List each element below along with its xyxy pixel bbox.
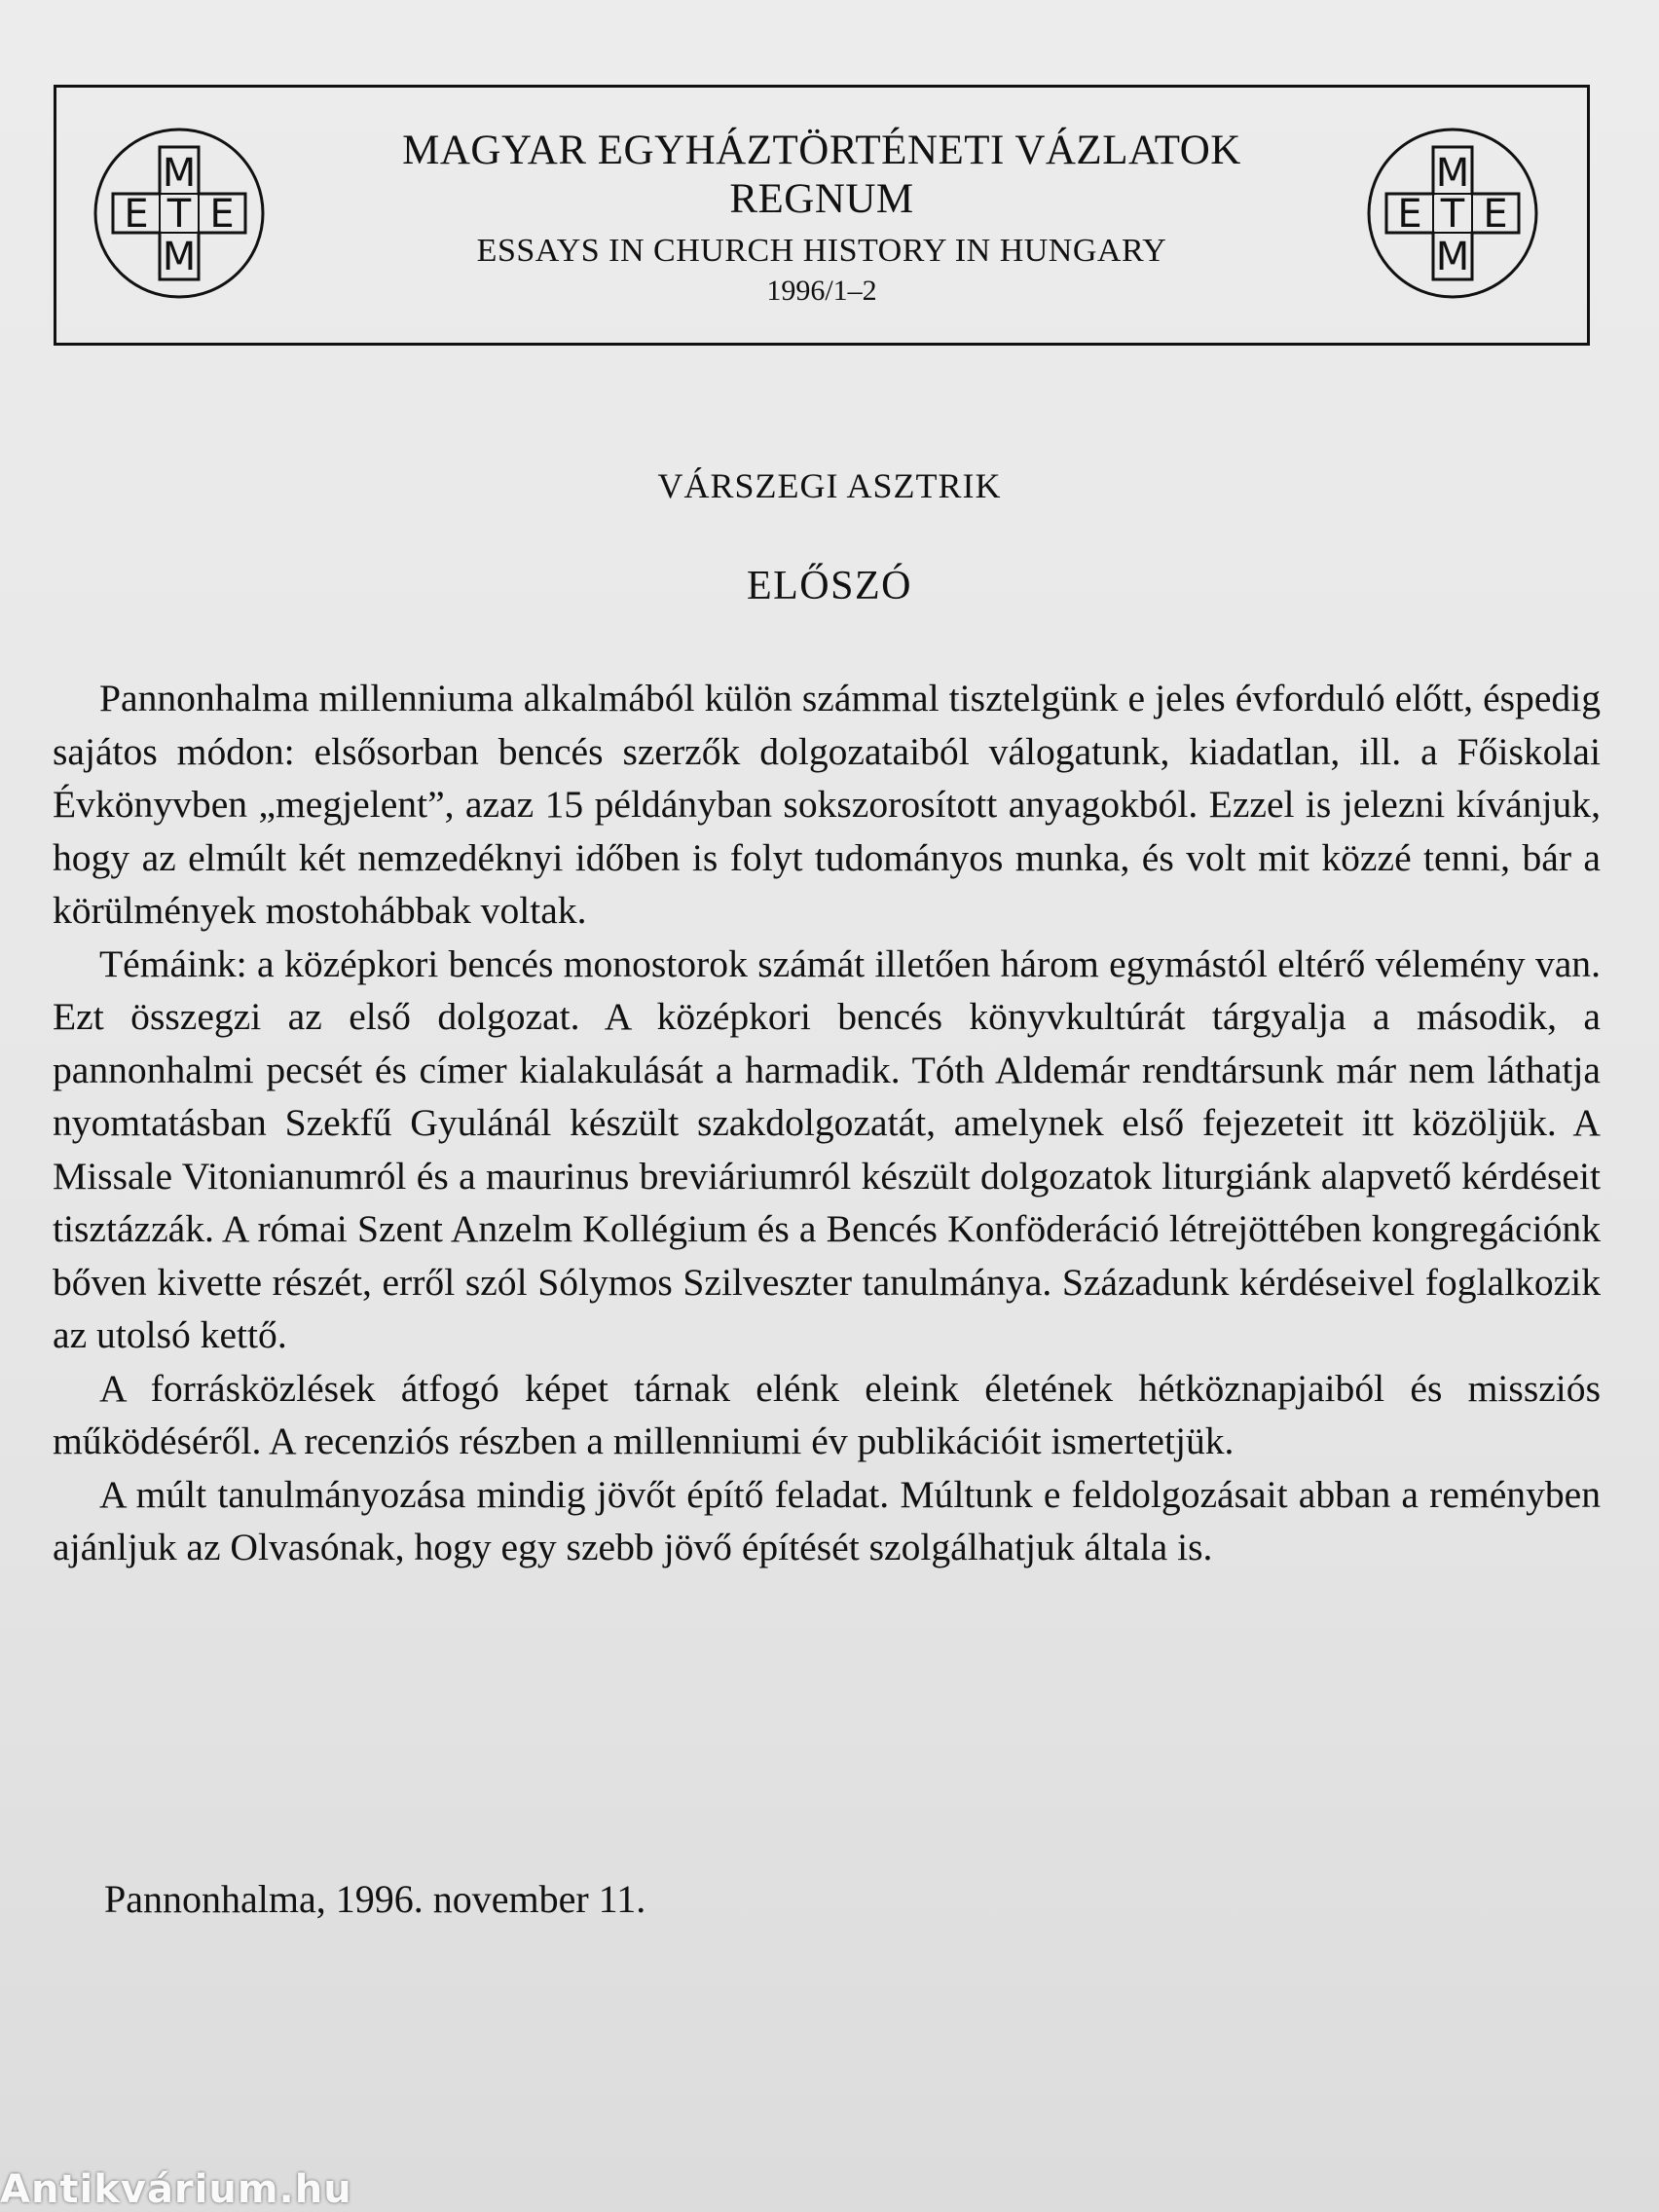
journal-subtitle: REGNUM <box>729 176 914 222</box>
author-name: VÁRSZEGI ASZTRIK <box>657 466 1002 505</box>
mete-logo-right-icon <box>1365 126 1540 301</box>
svg-text:T: T <box>166 192 192 237</box>
journal-title: MAGYAR EGYHÁZTÖRTÉNETI VÁZLATOK <box>402 128 1241 173</box>
journal-issue: 1996/1–2 <box>766 275 877 307</box>
journal-header-box <box>54 85 1590 346</box>
svg-text:T: T <box>1440 192 1465 237</box>
svg-text:M: M <box>162 151 197 196</box>
svg-text:M: M <box>1435 151 1470 196</box>
paragraph: A múlt tanulmányozása mindig jövőt építő feladat. Múltunk e feldolgozásait abban a reményben ajánljuk az Olvasónak, hogy egy szebb jövő építését szolgálhatjuk általa is. <box>53 1472 1601 1568</box>
mete-logo-left-icon <box>92 126 267 301</box>
svg-text:E: E <box>1483 192 1508 237</box>
svg-text:E: E <box>124 192 149 237</box>
page-title: ELŐSZÓ <box>747 564 912 608</box>
paragraph: Pannonhalma millenniuma alkalmából külön számmal tisztelgünk e jeles évforduló előtt, éspedig sajátos módon: elsősorban bencés szerzők dolgozataiból válogatunk, kiadatlan, ill. a Főiskolai Évkönyvben „megjelent”, azaz 15 példányban sokszorosított anyagokból. Ezzel is jelezni kívánjuk, hogy az elmúlt két nemzedéknyi időben is folyt tudományos munka, és volt mit közzé tenni, bár a körülmények mostohábbak voltak. <box>53 677 1601 932</box>
svg-text:E: E <box>1397 192 1422 237</box>
svg-text:M: M <box>1435 235 1470 279</box>
foreword-body <box>53 672 1601 1574</box>
svg-text:M: M <box>162 235 197 279</box>
journal-english-title: ESSAYS IN CHURCH HISTORY IN HUNGARY <box>476 233 1167 269</box>
signoff-date: Pannonhalma, 1996. november 11. <box>104 1877 646 1921</box>
paragraph: Témáink: a középkori bencés monostorok számát illetően három egymástól eltérő vélemény van. Ezt összegzi az első dolgozat. A középkori bencés könyvkultúrát tárgyalja a második, a pannonhalmi pecsét és címer kialakulását a harmadik. Tóth Aldemár rendtársunk már nem láthatja nyomtatásban Szekfű Gyulánál készült szakdolgozatát, amelynek első fejezeteit itt közöljük. A Missale Vitonianumról és a maurinus breviáriumról készült dolgozatok liturgiánk alapvető kérdéseit tisztázzák. A római Szent Anzelm Kollégium és a Bencés Konföderáció létrejöttében kongregációnk bőven kivette részét, erről szól Sólymos Szilveszter tanulmánya. Századunk kérdéseivel foglalkozik az utolsó kettő. <box>53 941 1601 1356</box>
svg-text:E: E <box>209 192 235 237</box>
watermark: Antikvárium.hu <box>0 2167 352 2212</box>
journal-header-text <box>310 127 1334 310</box>
paragraph: A forrásközlések átfogó képet tárnak elénk eleink életének hétköznapjaiból és missziós működéséről. A recenziós részben a millenniumi év publikációit ismertetjük. <box>53 1366 1601 1462</box>
